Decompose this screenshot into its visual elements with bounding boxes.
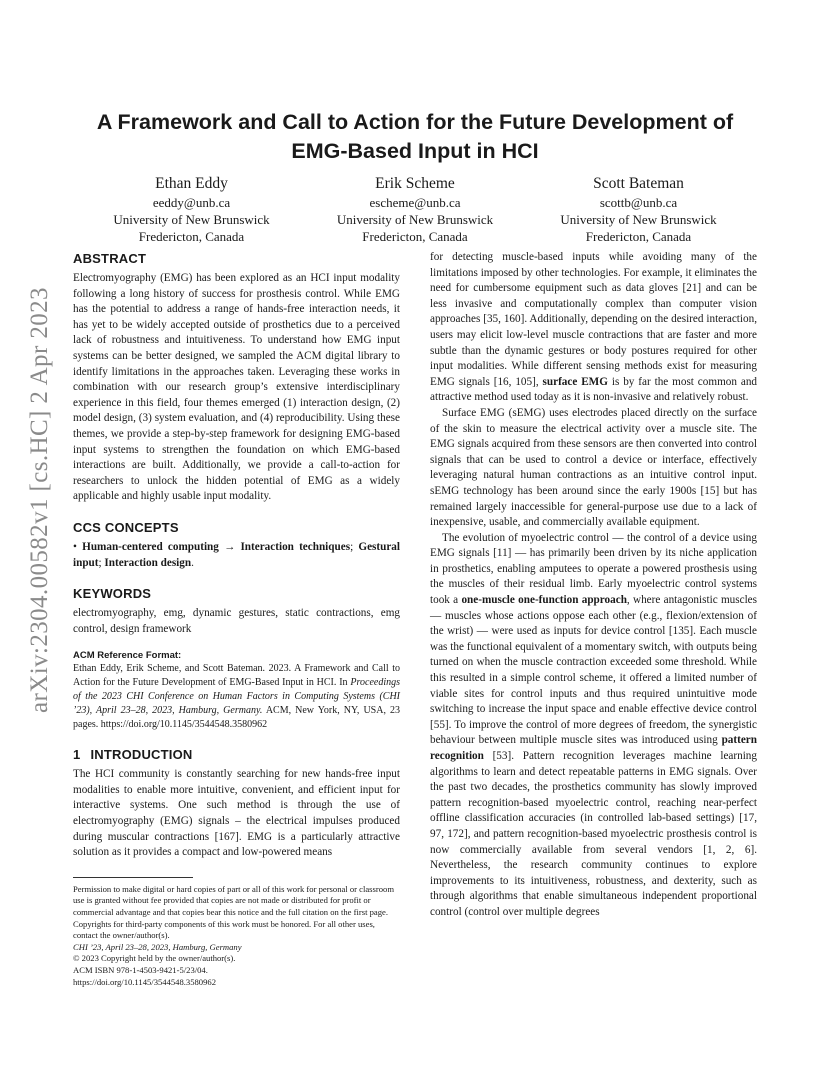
section-title: INTRODUCTION bbox=[90, 747, 193, 763]
keywords-text: electromyography, emg, dynamic gestures, static contractions, emg control, design framework bbox=[73, 607, 400, 635]
author-name: Ethan Eddy bbox=[155, 175, 228, 192]
arxiv-identifier: arXiv:2304.00582v1 [cs.HC] 2 Apr 2023 bbox=[26, 287, 53, 713]
ccs-part-2: Interaction techniques bbox=[240, 540, 351, 553]
author-affiliation: University of New Brunswick bbox=[336, 212, 494, 227]
author-affiliation: University of New Brunswick bbox=[560, 212, 717, 227]
author-affiliation: University of New Brunswick bbox=[113, 212, 270, 227]
reference-part-1: Ethan Eddy, Erik Scheme, and Scott Bateman. 2023. A Framework and Call to Action for the Future Development of EMG-Based Input in HCI. In bbox=[73, 663, 400, 689]
ccs-bullet: • bbox=[73, 540, 83, 553]
abstract-text: Electromyography (EMG) has been explored as an HCI input modality following a long history of success for prosthesis control. While EMG has the potential to address a range of hands-free interaction needs, it has yet to be widely accepted outside of prosthetics due to a perceived lack of robustness and intuitiveness. To understand how EMG input systems can be better designed, we sampled the ACM digital library to identify limitations in the approaches taken. Leveraging these works in combination with our research group’s extensive interdisciplinary experience in this field, four themes emerged (1) interaction design, (2) model design, (3) system evaluation, and (4) reproducibility. Using these themes, we provide a step-by-step framework for designing EMG-based input systems to strengthen the foundation on which EMG-based interactions are built. Additionally, we provide a call-to-action for researchers to unlock the hidden potential of EMG as a widely applicable and highly usable input modality. bbox=[73, 272, 400, 503]
author-email: escheme@unb.ca bbox=[369, 195, 461, 210]
ccs-sep-2: ; bbox=[98, 556, 105, 569]
ccs-part-3: Gestural input bbox=[73, 540, 401, 569]
author-1 bbox=[80, 174, 303, 245]
ccs-arrow: → bbox=[218, 540, 241, 553]
arxiv-sidebar bbox=[20, 287, 60, 713]
emphasis-surface-emg: surface EMG bbox=[542, 375, 608, 388]
text-run: [53]. Pattern recognition leverages machine learning algorithms to learn and detect repeatable patterns in EMG signals. Over the past two decades, the prosthetics community has slowly improved pattern recognition-based myoelectric control, reaching near-perfect offline classification accuracies (in controlled lab-based settings) [17, 97, 172], and pattern recognition-based myoelectric prosthesis control is now commercially available from several vendors [1, 2, 6]. Nevertheless, the research community continues to explore improvements to its intuitiveness, robustness, and dexterity, such as through algorithms that enable simultaneous independent proportional control (control over multiple degrees bbox=[430, 750, 757, 918]
author-block bbox=[80, 174, 750, 245]
acm-reference-heading: ACM Reference Format: bbox=[73, 650, 182, 662]
left-column bbox=[73, 250, 400, 988]
title-line-1: A Framework and Call to Action for the Future Development of bbox=[96, 110, 734, 134]
ccs-part-1: Human-centered computing bbox=[82, 540, 219, 553]
ccs-heading: CCS CONCEPTS bbox=[73, 519, 179, 535]
author-3 bbox=[527, 174, 750, 245]
author-email: scottb@unb.ca bbox=[599, 195, 678, 210]
intro-paragraph-semg: Surface EMG (sEMG) uses electrodes placed directly on the surface of the skin to measure the electrical activity over a muscle site. The EMG signals acquired from these sensors are then converted into control signals that can be used to control a device or interface, effectively leveraging natural human contractions as an intuitive control input. sEMG technology has been around since the early 1900s [15] but has remained largely inaccessible for general-purpose use due to a lack of inexpensive, usable, and commercially available equipment. bbox=[430, 406, 757, 529]
ccs-end: . bbox=[191, 556, 194, 569]
author-location: Fredericton, Canada bbox=[138, 229, 245, 244]
reference-venue: Proceedings of the 2023 CHI Conference on Human Factors in Computing Systems (CHI ’23), April 23–28, 2023, Hamburg, Germany. bbox=[73, 677, 400, 717]
emphasis-pattern-recognition: pattern recognition bbox=[430, 734, 757, 762]
footnote-copyright: © 2023 Copyright held by the owner/author(s). bbox=[73, 953, 236, 964]
author-email: eeddy@unb.ca bbox=[152, 195, 231, 210]
author-2 bbox=[304, 174, 527, 245]
abstract-heading: ABSTRACT bbox=[73, 251, 147, 266]
author-name: Erik Scheme bbox=[375, 175, 455, 192]
paper-title bbox=[70, 108, 760, 166]
footnote-divider bbox=[73, 877, 193, 878]
title-line-2: EMG-Based Input in HCI bbox=[291, 139, 539, 163]
right-column bbox=[430, 250, 757, 921]
footnote-doi: https://doi.org/10.1145/3544548.3580962 bbox=[73, 976, 216, 987]
ccs-part-4: Interaction design bbox=[104, 556, 192, 569]
ccs-sep-1: ; bbox=[350, 540, 359, 553]
text-run: is by far the most common and attractive method used today as it is non-invasive and relatively robust. bbox=[430, 375, 758, 404]
author-location: Fredericton, Canada bbox=[362, 229, 468, 244]
text-run: The evolution of myoelectric control — the control of a device using EMG signals [11] — has primarily been driven by its niche application in prosthetics, enabling amputees to operate a powered prosthesis using the muscles of their residual limb. Early myoelectric control systems took a bbox=[430, 531, 757, 607]
author-name: Scott Bateman bbox=[593, 175, 684, 192]
author-location: Fredericton, Canada bbox=[585, 229, 692, 244]
reference-part-2: ACM, New York, NY, USA, 23 pages. https://doi.org/10.1145/3544548.3580962 bbox=[73, 705, 401, 731]
text-run: , where antagonistic muscles — muscles whose actions oppose each other (e.g., flexion/extension of the wrist) — were used as inputs for device control [135]. Each muscle was the functional equivalent of a momentary switch, with outputs being turned on when the muscle contraction exceeded some threshold. While this resulted in a simple control scheme, it offered a limited number of viable sites for control inputs and thus required unintuitive mode switching to increase the input space and enable effective device control [55]. To improve the control of more degrees of freedom, the synergistic behaviour between multiple muscle sites was introduced using bbox=[430, 594, 757, 747]
acm-reference-text bbox=[73, 662, 400, 732]
copyright-footnote bbox=[73, 884, 400, 988]
introduction-heading bbox=[73, 746, 400, 763]
keywords-heading: KEYWORDS bbox=[73, 586, 152, 602]
footnote-isbn: ACM ISBN 978-1-4503-9421-5/23/04. bbox=[73, 965, 208, 975]
section-number: 1 bbox=[73, 747, 81, 763]
footnote-venue: CHI ’23, April 23–28, 2023, Hamburg, Germany bbox=[73, 941, 242, 952]
ccs-concepts bbox=[73, 540, 400, 571]
intro-paragraph-continued bbox=[430, 250, 757, 406]
introduction-paragraph-1: The HCI community is constantly searching for new hands-free input modalities to enable more intuitive, convenient, and efficient input for interactive systems. One such method is through the use of electromyography (EMG) signals – the electrical impulses produced during muscular contractions [167]. EMG is a particularly attractive solution as it provides a compact and low-powered means bbox=[73, 768, 400, 859]
text-run: for detecting muscle-based inputs while avoiding many of the limitations imposed by other technologies. For example, it eliminates the need for cumbersome equipment such as data gloves [21] and can be less invasive and computationally complex than computer vision approaches [35, 160]. Additionally, depending on the desired interaction, users may elicit low-level muscle contractions that are faster and more subtle than the dynamic gestures or body postures required for other input modalities. While different sensing methods exist for measuring EMG signals [16, 105], bbox=[430, 251, 757, 388]
intro-paragraph-myoelectric bbox=[430, 531, 757, 921]
permission-notice: Permission to make digital or hard copies of part or all of this work for personal or classroom use is granted without fee provided that copies are not made or distributed for profit or commercial advantage and that copies bear this notice and the full citation on the first page. Copyrights for third-party components of this work must be honored. For all other uses, contact the owner/author(s). bbox=[73, 883, 394, 941]
emphasis-one-muscle: one-muscle one-function approach bbox=[461, 594, 627, 607]
